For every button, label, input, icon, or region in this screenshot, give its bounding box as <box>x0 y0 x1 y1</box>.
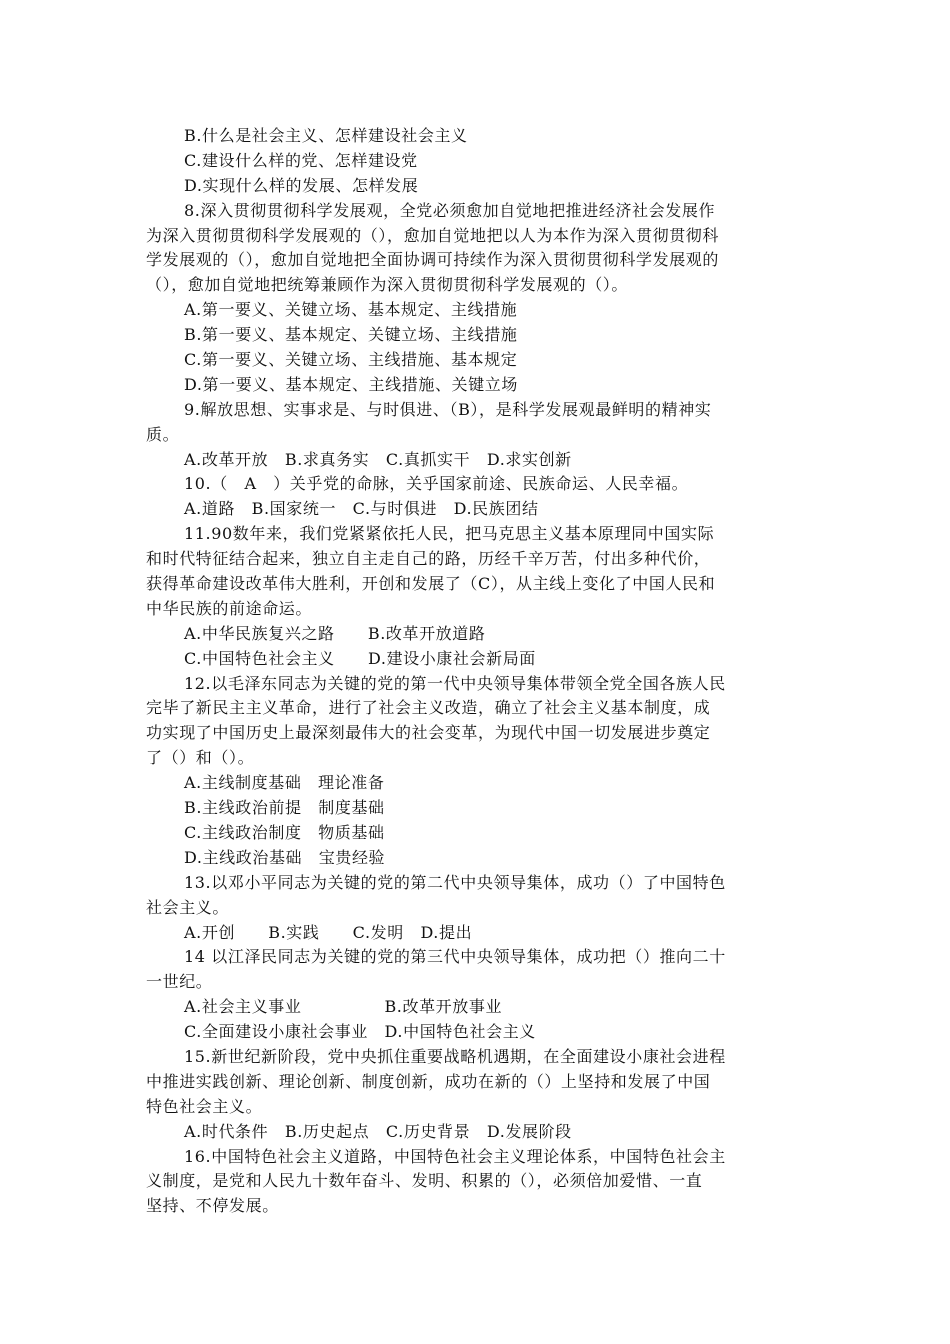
text-line: D.主线政治基础 宝贵经验 <box>184 847 386 867</box>
text-line: 10.（ A ）关乎党的命脉，关乎国家前途、民族命运、人民幸福。 <box>184 474 689 494</box>
text-line: 和时代特征结合起来，独立自主走自己的路，历经千辛万苦，付出多种代价， <box>146 549 711 569</box>
text-line: A.主线制度基础 理论准备 <box>184 773 385 793</box>
text-line: 一世纪。 <box>146 972 213 992</box>
text-line: C.中国特色社会主义 D.建设小康社会新局面 <box>184 648 536 668</box>
text-line: 了（）和（）。 <box>146 748 255 768</box>
text-line: 中华民族的前途命运。 <box>146 598 313 618</box>
text-line: C.第一要义、关键立场、主线措施、基本规定 <box>184 350 518 370</box>
text-line: C.建设什么样的党、怎样建设党 <box>184 150 418 170</box>
text-line: A.时代条件 B.历史起点 C.历史背景 D.发展阶段 <box>184 1121 572 1141</box>
text-line: A.改革开放 B.求真务实 C.真抓实干 D.求实创新 <box>184 449 572 469</box>
text-line: D.实现什么样的发展、怎样发展 <box>184 175 419 195</box>
text-line: 15.新世纪新阶段，党中央抓住重要战略机遇期，在全面建设小康社会进程 <box>184 1046 726 1066</box>
text-line: 9.解放思想、实事求是、与时俱进、（B），是科学发展观最鲜明的精神实 <box>184 399 712 419</box>
text-line: 14 以江泽民同志为关键的党的第三代中央领导集体，成功把（）推向二十 <box>184 947 726 967</box>
text-line: C.主线政治制度 物质基础 <box>184 822 385 842</box>
text-line: A.社会主义事业 B.改革开放事业 <box>184 997 503 1017</box>
text-line: 12.以毛泽东同志为关键的党的第一代中央领导集体带领全党全国各族人民 <box>184 673 726 693</box>
text-line: A.第一要义、关键立场、基本规定、主线措施 <box>184 300 518 320</box>
text-line: A.开创 B.实践 C.发明 D.提出 <box>184 922 473 942</box>
text-line: 获得革命建设改革伟大胜利，开创和发展了（C），从主线上变化了中国人民和 <box>146 574 716 594</box>
text-line: 完毕了新民主主义革命，进行了社会主义改造，确立了社会主义基本制度，成 <box>146 698 711 718</box>
text-line: （），愈加自觉地把统筹兼顾作为深入贯彻贯彻科学发展观的（）。 <box>146 275 629 295</box>
text-line: 功实现了中国历史上最深刻最伟大的社会变革，为现代中国一切发展进步奠定 <box>146 723 711 743</box>
text-line: 义制度，是党和人民九十数年奋斗、发明、积累的（），必须倍加爱惜、一直 <box>146 1171 703 1191</box>
text-line: 为深入贯彻贯彻科学发展观的（），愈加自觉地把以人为本作为深入贯彻贯彻科 <box>146 225 720 245</box>
text-line: A.道路 B.国家统一 C.与时俱进 D.民族团结 <box>184 499 539 519</box>
text-line: B.什么是社会主义、怎样建设社会主义 <box>184 126 468 145</box>
document-page <box>146 124 806 1219</box>
text-line: 坚持、不停发展。 <box>146 1196 279 1216</box>
text-line: C.全面建设小康社会事业 D.中国特色社会主义 <box>184 1022 536 1042</box>
text-line: 8.深入贯彻贯彻科学发展观，全党必须愈加自觉地把推进经济社会发展作 <box>184 200 716 220</box>
text-line: 质。 <box>146 424 180 444</box>
text-line: B.第一要义、基本规定、关键立场、主线措施 <box>184 325 518 345</box>
text-line: 13.以邓小平同志为关键的党的第二代中央领导集体，成功（）了中国特色 <box>184 872 726 892</box>
text-line: A.中华民族复兴之路 B.改革开放道路 <box>184 623 486 643</box>
text-line: 16.中国特色社会主义道路，中国特色社会主义理论体系，中国特色社会主 <box>184 1146 726 1166</box>
text-line: D.第一要义、基本规定、主线措施、关键立场 <box>184 374 518 394</box>
text-line: 中推进实践创新、理论创新、制度创新，成功在新的（）上坚持和发展了中国 <box>146 1071 711 1091</box>
text-line: B.主线政治前提 制度基础 <box>184 798 385 818</box>
text-line: 特色社会主义。 <box>146 1096 263 1116</box>
text-line: 11.90数年来，我们党紧紧依托人民，把马克思主义基本原理同中国实际 <box>184 524 715 544</box>
text-line: 学发展观的（），愈加自觉地把全面协调可持续作为深入贯彻贯彻科学发展观的 <box>146 250 720 270</box>
text-line: 社会主义。 <box>146 897 230 917</box>
